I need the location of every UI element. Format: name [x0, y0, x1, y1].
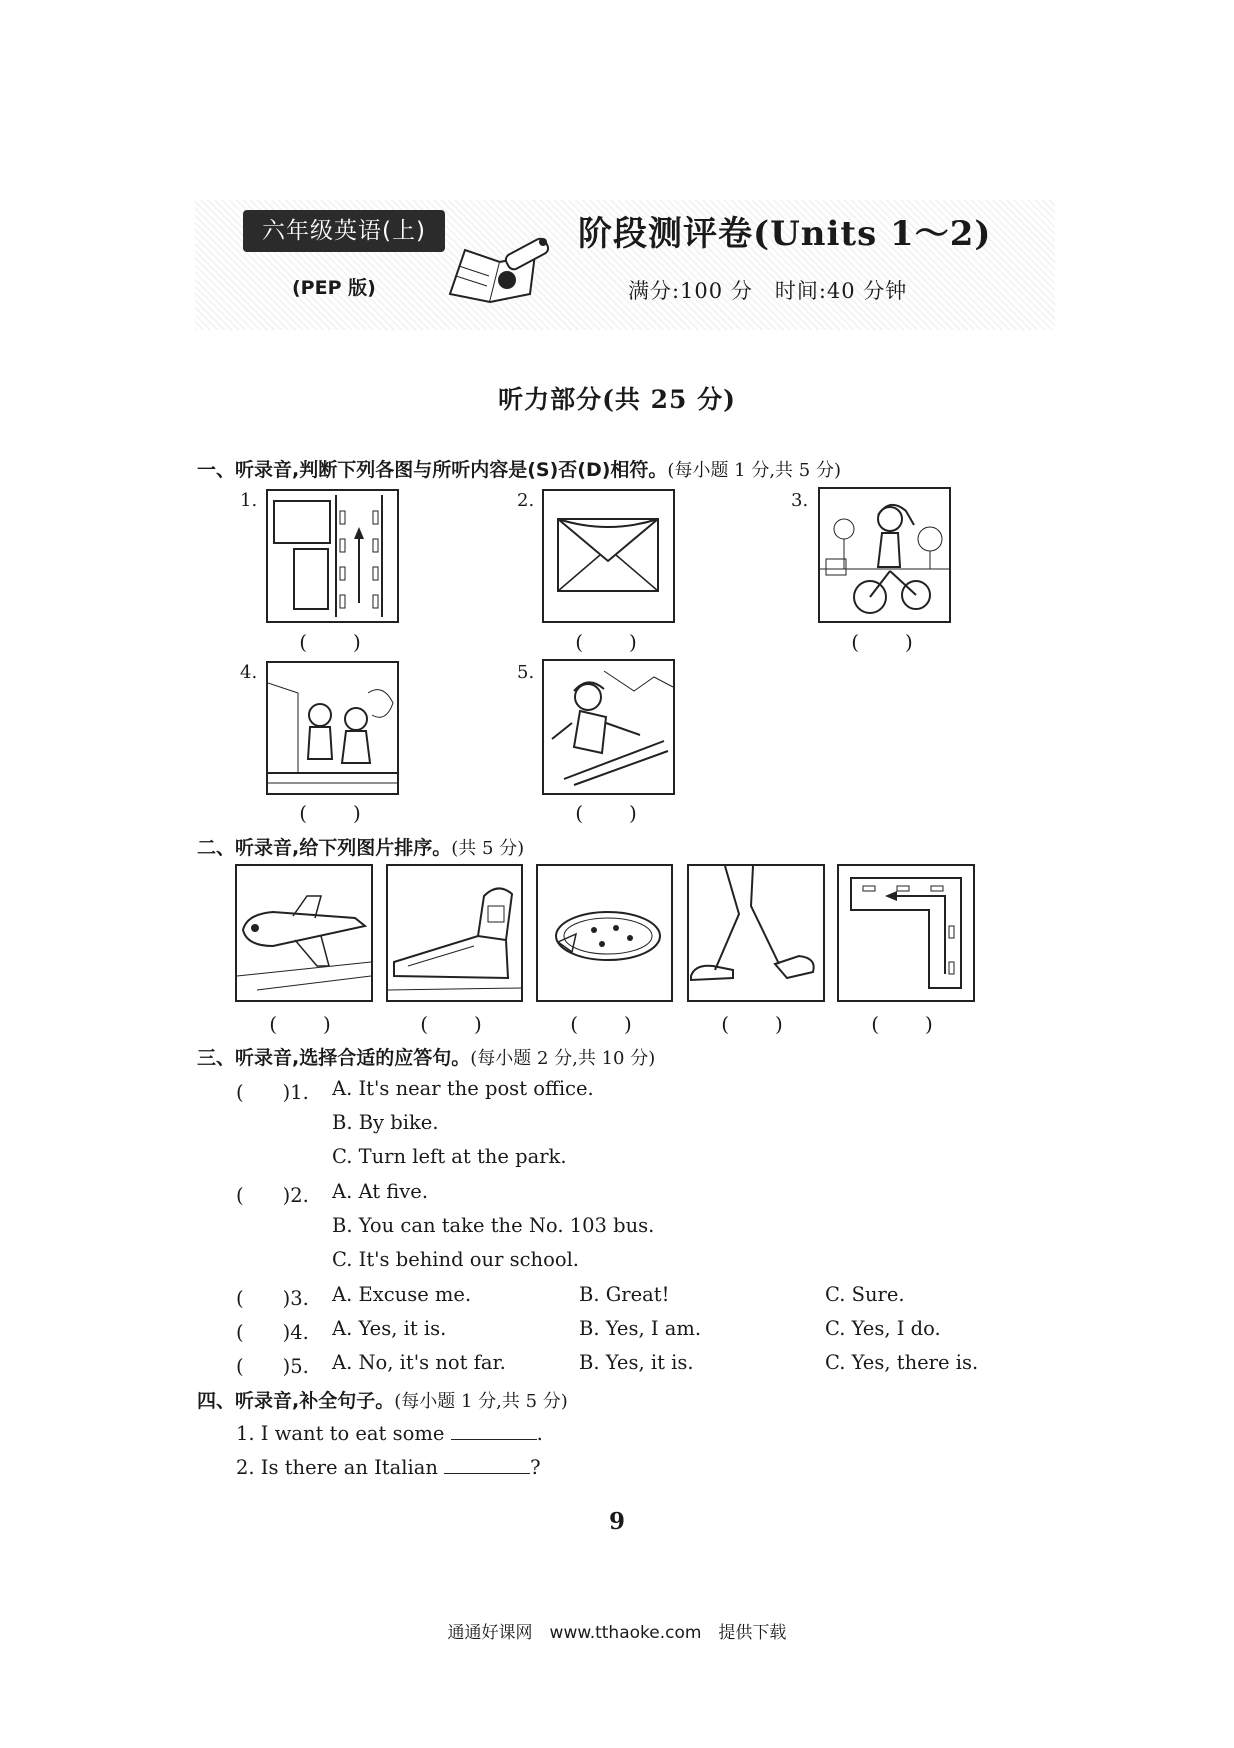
- q3-option-a: A. Excuse me.: [332, 1283, 472, 1306]
- section1-title-text: 一、听录音,判断下列各图与所听内容是(S)否(D)相符。: [197, 459, 668, 481]
- children-walking-icon: [266, 661, 399, 795]
- sentence-2-text: 2. Is there an Italian: [236, 1456, 438, 1479]
- q4-option-c: C. Yes, I do.: [825, 1317, 941, 1340]
- q3-option-c: C. Sure.: [825, 1283, 905, 1306]
- s2-item5-answer[interactable]: ( ): [871, 1012, 935, 1036]
- q3-option-b: B. Great!: [579, 1283, 670, 1306]
- s2-item3-answer[interactable]: ( ): [570, 1012, 634, 1036]
- section3-title-text: 三、听录音,选择合适的应答句。: [197, 1047, 471, 1069]
- sentence-1: [236, 1421, 543, 1445]
- exam-meta: 满分:100 分 时间:40 分钟: [628, 279, 908, 303]
- airplane-icon: [235, 864, 373, 1002]
- q1-option-c: C. Turn left at the park.: [332, 1145, 567, 1168]
- section1-note: (每小题 1 分,共 5 分): [667, 460, 841, 481]
- q5-option-a: A. No, it's not far.: [332, 1351, 506, 1374]
- s1-item1-answer[interactable]: ( ): [299, 630, 363, 654]
- s2-item4-answer[interactable]: ( ): [721, 1012, 785, 1036]
- exam-title: 阶段测评卷(Units 1～2): [578, 214, 992, 254]
- s1-item4-answer[interactable]: ( ): [299, 801, 363, 825]
- section3-note: (每小题 2 分,共 10 分): [470, 1048, 656, 1069]
- section3-title: [197, 1043, 655, 1070]
- s1-item5-answer[interactable]: ( ): [575, 801, 639, 825]
- q1-option-b: B. By bike.: [332, 1111, 439, 1134]
- s1-item4-number: 4.: [240, 662, 258, 683]
- s1-item3-number: 3.: [791, 490, 809, 511]
- train-icon: [386, 864, 523, 1002]
- sentence-1-text: 1. I want to eat some: [236, 1422, 445, 1445]
- section2-title: [197, 833, 524, 860]
- section4-title-text: 四、听录音,补全句子。: [197, 1390, 395, 1412]
- pizza-icon: [536, 864, 673, 1002]
- q5-lead[interactable]: ( )5.: [236, 1355, 309, 1378]
- page-number: 9: [608, 1508, 625, 1535]
- s2-item2-answer[interactable]: ( ): [420, 1012, 484, 1036]
- q2-option-c: C. It's behind our school.: [332, 1248, 580, 1271]
- section4-note: (每小题 1 分,共 5 分): [394, 1391, 568, 1412]
- q2-option-a: A. At five.: [332, 1180, 429, 1203]
- sentence-2-end: ?: [530, 1456, 541, 1479]
- q1-option-a: A. It's near the post office.: [332, 1077, 594, 1100]
- q4-lead[interactable]: ( )4.: [236, 1321, 309, 1344]
- s1-item5-number: 5.: [517, 662, 535, 683]
- sentence-2-blank[interactable]: [444, 1455, 530, 1474]
- q5-option-b: B. Yes, it is.: [579, 1351, 694, 1374]
- s1-item1-number: 1.: [240, 490, 258, 511]
- q4-option-b: B. Yes, I am.: [579, 1317, 702, 1340]
- edition-label: (PEP 版): [292, 277, 376, 299]
- grade-badge: 六年级英语(上): [243, 210, 445, 252]
- book-telescope-icon: [445, 232, 555, 304]
- q2-lead[interactable]: ( )2.: [236, 1184, 309, 1207]
- road-map-icon: [266, 489, 399, 623]
- turn-right-map-icon: [837, 864, 975, 1002]
- section2-note: (共 5 分): [451, 838, 525, 859]
- envelope-icon: [542, 489, 675, 623]
- section1-title: [197, 455, 841, 482]
- sentence-1-end: .: [536, 1422, 543, 1445]
- sentence-2: [236, 1455, 541, 1479]
- sentence-1-blank[interactable]: [451, 1421, 537, 1440]
- s1-item2-number: 2.: [517, 490, 535, 511]
- part-title: 听力部分(共 25 分): [498, 385, 736, 414]
- s2-item1-answer[interactable]: ( ): [269, 1012, 333, 1036]
- q4-option-a: A. Yes, it is.: [332, 1317, 447, 1340]
- section4-title: [197, 1386, 568, 1413]
- girl-skiing-icon: [542, 659, 675, 795]
- q3-lead[interactable]: ( )3.: [236, 1287, 309, 1310]
- q1-lead[interactable]: ( )1.: [236, 1081, 309, 1104]
- q2-option-b: B. You can take the No. 103 bus.: [332, 1214, 655, 1237]
- s1-item2-answer[interactable]: ( ): [575, 630, 639, 654]
- s1-item3-answer[interactable]: ( ): [851, 630, 915, 654]
- walking-feet-icon: [687, 864, 825, 1002]
- section2-title-text: 二、听录音,给下列图片排序。: [197, 837, 452, 859]
- footer-credit: 通通好课网 www.tthaoke.com 提供下载: [447, 1623, 787, 1643]
- q5-option-c: C. Yes, there is.: [825, 1351, 979, 1374]
- girl-riding-bike-icon: [818, 487, 951, 623]
